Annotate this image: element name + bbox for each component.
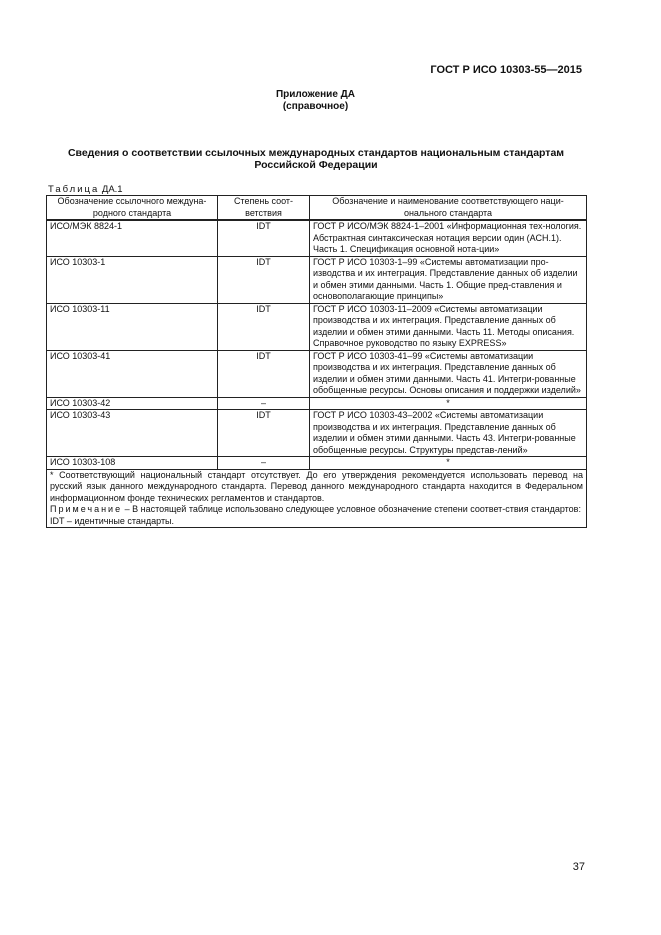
standards-table xyxy=(46,195,587,528)
annex-subtitle: (справочное) xyxy=(282,101,349,112)
table-row xyxy=(47,397,587,410)
column-header-degree: Степень соот-ветствия xyxy=(218,196,310,221)
cell-national: ГОСТ Р ИСО 10303-43–2002 «Системы автоматизации производства и их интеграция. Представление данных об изделии и обмен этими данными. Часть 43. Интегри-рованные обобщенные ресурсы. Структуры представ-лений» xyxy=(310,410,587,457)
note-text: – В настоящей таблице использовано следующее условное обозначение степени соответ-ствия стандартов: xyxy=(122,504,581,514)
cell-national: ГОСТ Р ИСО 10303-11–2009 «Системы автоматизации производства и их интеграция. Представление данных об изделии и обмен этими данными. Часть 11. Методы описания. Справочное руководство по языку EXPRESS» xyxy=(310,303,587,350)
column-header-reference: Обозначение ссылочного междуна-родного стандарта xyxy=(47,196,218,221)
column-header-national: Обозначение и наименование соответствующего наци-онального стандарта xyxy=(310,196,587,221)
table-row xyxy=(47,220,587,256)
cell-national: * xyxy=(310,397,587,410)
note-word: Примечание xyxy=(50,504,123,514)
cell-reference: ИСО 10303-11 xyxy=(47,303,218,350)
table-header-row xyxy=(47,196,587,221)
cell-degree: IDT xyxy=(218,410,310,457)
table-row xyxy=(47,410,587,457)
table-footnote-row xyxy=(47,469,587,528)
page-number: 37 xyxy=(572,861,585,873)
table-row xyxy=(47,457,587,470)
cell-degree: IDT xyxy=(218,350,310,397)
annex-heading xyxy=(0,89,631,113)
cell-degree: – xyxy=(218,457,310,470)
cell-reference: ИСО 10303-43 xyxy=(47,410,218,457)
cell-national: * xyxy=(310,457,587,470)
cell-national: ГОСТ Р ИСО/МЭК 8824-1–2001 «Информационная тех-нология. Абстрактная синтаксическая нотация версии один (АСН.1). Часть 1. Спецификация основной нота-ции» xyxy=(310,220,587,256)
cell-reference: ИСО/МЭК 8824-1 xyxy=(47,220,218,256)
cell-degree: – xyxy=(218,397,310,410)
annex-title: Приложение ДА xyxy=(275,89,356,100)
table-caption-word: Таблица xyxy=(48,184,100,195)
cell-reference: ИСО 10303-108 xyxy=(47,457,218,470)
table-row xyxy=(47,256,587,303)
cell-national: ГОСТ Р ИСО 10303-41–99 «Системы автоматизации производства и их интеграция. Представление данных об изделии и обмен этими данными. Часть 41. Интегри-рованные обобщенные ресурсы. Основы описания и поддержки изделий» xyxy=(310,350,587,397)
cell-reference: ИСО 10303-41 xyxy=(47,350,218,397)
document-code: ГОСТ Р ИСО 10303-55—2015 xyxy=(430,64,582,76)
table-note-idt: IDT – идентичные стандарты. xyxy=(50,515,175,526)
table-row xyxy=(47,350,587,397)
table-caption xyxy=(48,184,123,195)
table-note xyxy=(50,504,583,516)
cell-national: ГОСТ Р ИСО 10303-1–99 «Системы автоматизации про-изводства и их интеграция. Представление данных об изделии и обмен этими данными. Часть 1. Общие пред-ставления и основополагающие принципы» xyxy=(310,256,587,303)
section-heading: Сведения о соответствии ссылочных международных стандартов национальным стандартам Российской Федерации xyxy=(67,147,565,171)
cell-degree: IDT xyxy=(218,220,310,256)
cell-reference: ИСО 10303-1 xyxy=(47,256,218,303)
table-footnote-cell xyxy=(47,469,587,528)
cell-reference: ИСО 10303-42 xyxy=(47,397,218,410)
table-caption-id: ДА.1 xyxy=(101,184,123,195)
cell-degree: IDT xyxy=(218,303,310,350)
table-row xyxy=(47,303,587,350)
cell-degree: IDT xyxy=(218,256,310,303)
table-footnote: * Соответствующий национальный стандарт отсутствует. До его утверждения рекомендуется использовать перевод на русский язык данного международного стандарта. Перевод данного международного стандарта находится в Федеральном информационном фонде технических регламентов и стандартов. xyxy=(50,469,583,503)
